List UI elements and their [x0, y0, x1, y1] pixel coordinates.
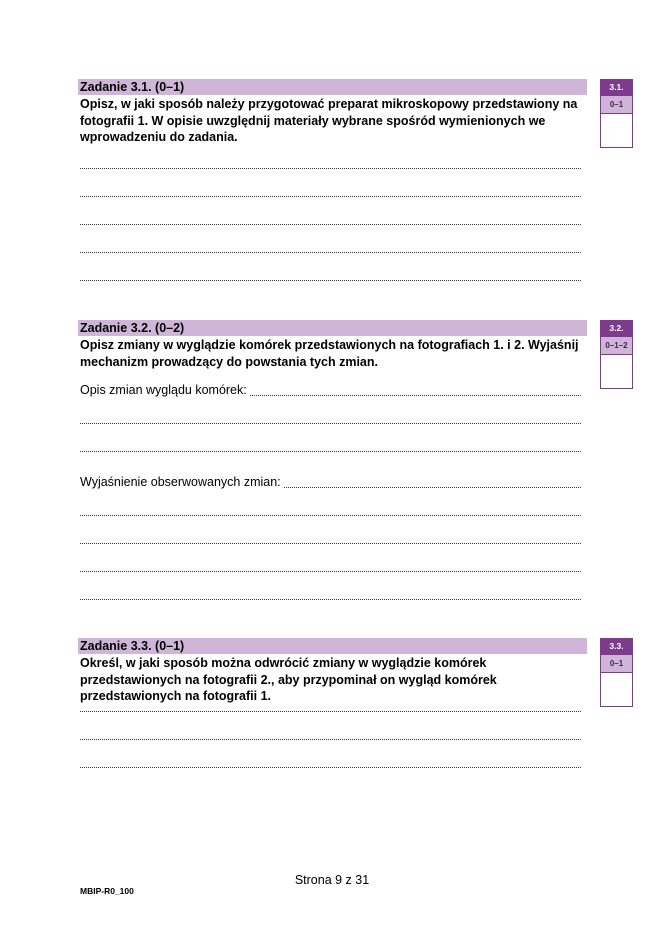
task-question: Opisz, w jaki sposób należy przygotować preparat mikroskopowy przedstawiony na fotografii 1. W opisie uwzględnij materiały wybrane spośród wymienionych we wprowadzeniu do zadania. — [80, 97, 578, 144]
answer-line[interactable] — [80, 280, 581, 281]
answer-line[interactable] — [80, 571, 581, 572]
score-box-3-1 — [600, 79, 633, 148]
score-box-3-2 — [600, 320, 633, 389]
answer-line[interactable] — [80, 543, 581, 544]
answer-line[interactable] — [80, 599, 581, 600]
answer-line[interactable] — [80, 423, 581, 424]
answer-line[interactable] — [80, 168, 581, 169]
answer-line[interactable] — [80, 252, 581, 253]
answer-line[interactable] — [80, 739, 581, 740]
task-3-2 — [78, 320, 587, 605]
score-points: 0–1 — [601, 654, 632, 673]
exam-code: MBIP-R0_100 — [80, 886, 134, 896]
score-field[interactable] — [601, 673, 632, 706]
page-number: Strona 9 z 31 — [294, 873, 370, 887]
answer-line[interactable] — [80, 224, 581, 225]
task-3-1 — [78, 79, 587, 289]
score-field[interactable] — [601, 114, 632, 147]
changes-prompt-label: Opis zmian wyglądu komórek: — [80, 383, 250, 397]
changes-prompt-row[interactable] — [80, 383, 581, 399]
answer-line[interactable] — [80, 451, 581, 452]
explanation-prompt-label: Wyjaśnienie obserwowanych zmian: — [80, 475, 284, 489]
score-points: 0–1–2 — [601, 336, 632, 355]
answer-line[interactable] — [80, 515, 581, 516]
score-number: 3.3. — [601, 639, 632, 654]
task-question: Określ, w jaki sposób można odwrócić zmiany w wyglądzie komórek przedstawionych na fotografii 2., aby przypominał on wygląd komórek przedstawionych na fotografii 1. — [80, 656, 497, 703]
score-number: 3.1. — [601, 80, 632, 95]
answer-line[interactable] — [80, 767, 581, 768]
explanation-prompt-row[interactable] — [80, 475, 581, 491]
score-box-3-3 — [600, 638, 633, 707]
score-number: 3.2. — [601, 321, 632, 336]
score-field[interactable] — [601, 355, 632, 388]
task-question: Opisz zmiany w wyglądzie komórek przedstawionych na fotografiach 1. i 2. Wyjaśnij mechanizm prowadzący do powstania tych zmian. — [80, 338, 579, 369]
score-points: 0–1 — [601, 95, 632, 114]
task-header: Zadanie 3.1. (0–1) — [78, 79, 587, 95]
task-3-3 — [78, 638, 587, 778]
answer-line[interactable] — [80, 196, 581, 197]
answer-line[interactable] — [80, 711, 581, 712]
task-header: Zadanie 3.2. (0–2) — [78, 320, 587, 336]
task-header: Zadanie 3.3. (0–1) — [78, 638, 587, 654]
